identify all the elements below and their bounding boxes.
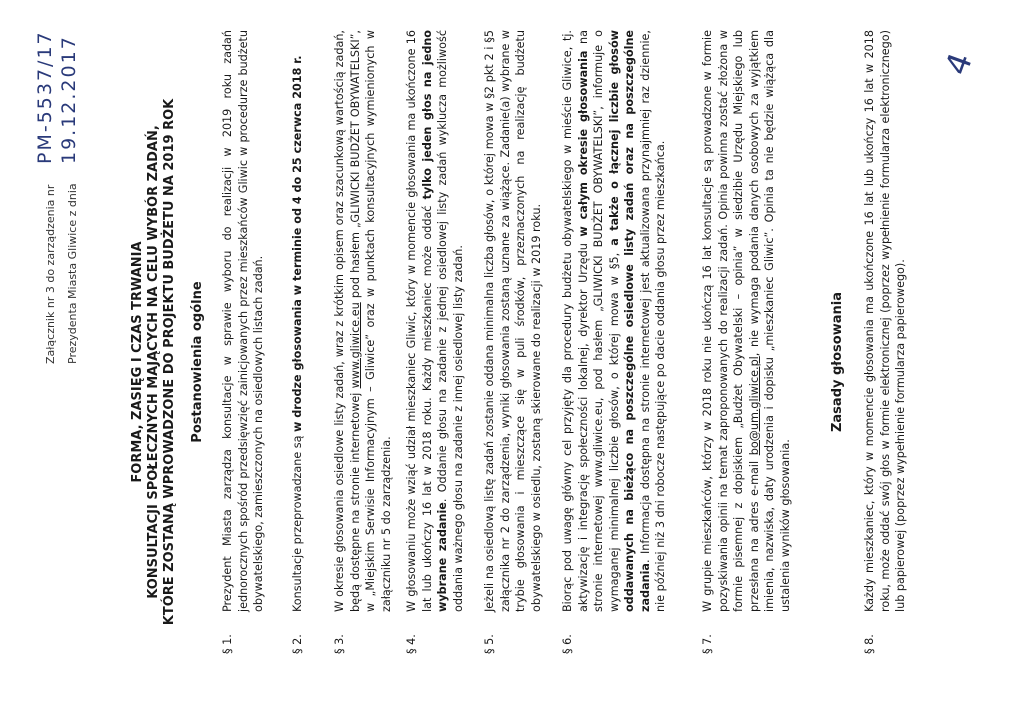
- paragraph-3-number: § 3.: [333, 634, 346, 654]
- paragraph-8-number: § 8.: [863, 634, 876, 654]
- paragraph-4-bold: tylko jeden głos na jedno wybrane zadanie: [420, 30, 449, 612]
- paragraph-6-text-c: na stronie internetowej www.gliwice.eu, pod hasłem „GLIWICKI BUDŻET OBYWATELSKI”, informuje o wymaganej minimalnej liczbie głosów, o której mowa w §5,: [576, 30, 621, 612]
- paragraph-8-text: Każdy mieszkaniec, który w momencie głosowania ma ukończone 16 lat lub ukończy 16 lat w 2018 roku, może oddać swój głos w formie elektronicznej (poprzez wypełnienie formularza elektronicznego) lub papierowej (poprzez wypełnienie formularza papierowego).: [863, 30, 907, 612]
- paragraph-3-text-a: W okresie głosowania osiedlowe listy zadań, wraz z krótkim opisem oraz szacunkową wartością zadań, będą dostępne na stronie internetowej: [333, 30, 362, 612]
- paragraph-5-number: § 5.: [483, 634, 496, 654]
- paragraph-1: [220, 30, 267, 612]
- paragraph-6-text-a: Biorąc pod uwagę główny cel przyjęty dla procedury budżetu obywatelskiego w mieście Gliwice, tj. aktywizację i integrację społeczności lokalnej, dyrektor Urzędu: [561, 30, 590, 612]
- paragraph-7: [700, 30, 793, 612]
- paragraph-3-text-b: pod hasłem „GLIWICKI BUDŻET OBYWATELSKI”, w „Miejskim Serwisie Informacyjnym – Gliwice” oraz w punktach konsultacyjnych wymienionych w załączniku nr 5 do zarządzenia.: [348, 30, 393, 612]
- attachment-note: Załącznik nr 3 do zarządzenia nr: [44, 184, 57, 364]
- paragraph-6-number: § 6.: [561, 634, 574, 654]
- handwritten-number: PM-5537/17: [34, 30, 56, 164]
- mayor-date-note: Prezydenta Miasta Gliwice z dnia: [66, 183, 79, 364]
- paragraph-4-number: § 4.: [405, 634, 418, 654]
- paragraph-7-text-a: W grupie mieszkańców, którzy w 2018 roku nie ukończą 16 lat konsultacje są prowadzone w formie pozyskiwania opinii na temat zaproponowanych do realizacji zadań. Opinia powinna zostać złożona w formie pisemnej z dopiskiem „Budżet Obywatelski – opinia” w siedzibie Urzędu Miejskiego lub przesłana na adres e-mail: [701, 30, 761, 612]
- paragraph-5-text: Jeżeli na osiedlową listę zadań zostanie oddana minimalna liczba głosów, o której mowa w §2 pkt 2 i §5 załącznika nr 2 do zarządzenia, wyniki głosowania zostaną uznane za wiążące. Zadanie(a) wybrane w trybie głosowania i mieszczące się w puli środków, przeznaczonych na realizację budżetu obywatelskiego w osiedlu, zostaną skierowane do realizacji w 2019 roku.: [483, 30, 543, 612]
- paragraph-5: [482, 30, 544, 612]
- paragraph-3: [332, 30, 394, 612]
- paragraph-2-number: § 2.: [291, 634, 304, 654]
- paragraph-2-bold: w drodze głosowania w terminie od 4 do 25 czerwca 2018 r.: [291, 55, 304, 432]
- paragraph-6-bold-2: a także o łącznej liczbie głosów oddawanych na bieżąco na poszczególne osiedlowe listy zadań oraz na poszczególne zadania: [607, 30, 652, 612]
- section-heading-general: Postanowienia ogólne: [190, 281, 205, 443]
- paragraph-1-text: Prezydent Miasta zarządza konsultacje w sprawie wyboru do realizacji w 2019 roku zadań jednorocznych spośród przedsięwzięć zainicjowanych przez mieszkańców Gliwic w procedurze budżetu obywatelskiego, zamieszczonych na osiedlowych listach zadań.: [221, 30, 265, 612]
- paragraph-4: [404, 30, 466, 612]
- paragraph-7-text-b: , nie wymaga podania danych osobowych za wyjątkiem imienia, nazwiska, daty urodzenia i dopisku „mieszkaniec Gliwic”. Opinia ta nie będzie wiążąca dla ustalenia wyników głosowania.: [747, 30, 792, 612]
- document-title-line1: FORMA, ZASIĘG I CZAS TRWANIA: [130, 241, 145, 483]
- paragraph-6-bold-1: w całym okresie głosowania: [576, 50, 590, 237]
- document-title-line2: KONSULTACJI SPOŁECZNYCH MAJĄCYCH NA CELU WYBÓR ZADAŃ,: [146, 125, 161, 599]
- section-heading-voting-rules: Zasady głosowania: [830, 292, 845, 433]
- paragraph-8: [862, 30, 909, 612]
- document-title-line3: KTÓRE ZOSTANĄ WPROWADZONE DO PROJEKTU BUDŻETU NA 2019 ROK: [162, 98, 177, 626]
- paragraph-1-number: § 1.: [221, 634, 234, 654]
- paragraph-4-text-a: W głosowaniu może wziąć udział mieszkaniec Gliwic, który w momencie głosowania ma ukończone 16 lat lub ukończy 16 lat w 2018 roku. Każdy mieszkaniec może oddać: [405, 30, 434, 612]
- handwritten-date: 19.12.2017: [58, 35, 80, 164]
- paragraph-6: [560, 30, 669, 612]
- paragraph-6-text-e: . Informacja dostępna na stronie internetowej jest aktualizowana przynajmniej raz dziennie, nie później niż 3 dni robocze następujące po dacie oddania głosu przez mieszkańca.: [638, 30, 667, 612]
- paragraph-7-number: § 7.: [701, 634, 714, 654]
- corner-handwritten-mark: 4: [937, 45, 981, 80]
- paragraph-4-text-c: . Oddanie głosu na zadanie z jednej osiedlowej listy zadań wyklucza możliwość oddania ważnego głosu na zadanie z innej osiedlowej listy zadań.: [436, 30, 465, 612]
- email-link[interactable]: bo@um.gliwice.pl: [747, 356, 761, 456]
- gliwice-link[interactable]: www.gliwice.eu: [348, 302, 362, 389]
- paragraph-2: [290, 30, 306, 612]
- paragraph-2-text-a: Konsultacje przeprowadzane są: [291, 431, 304, 612]
